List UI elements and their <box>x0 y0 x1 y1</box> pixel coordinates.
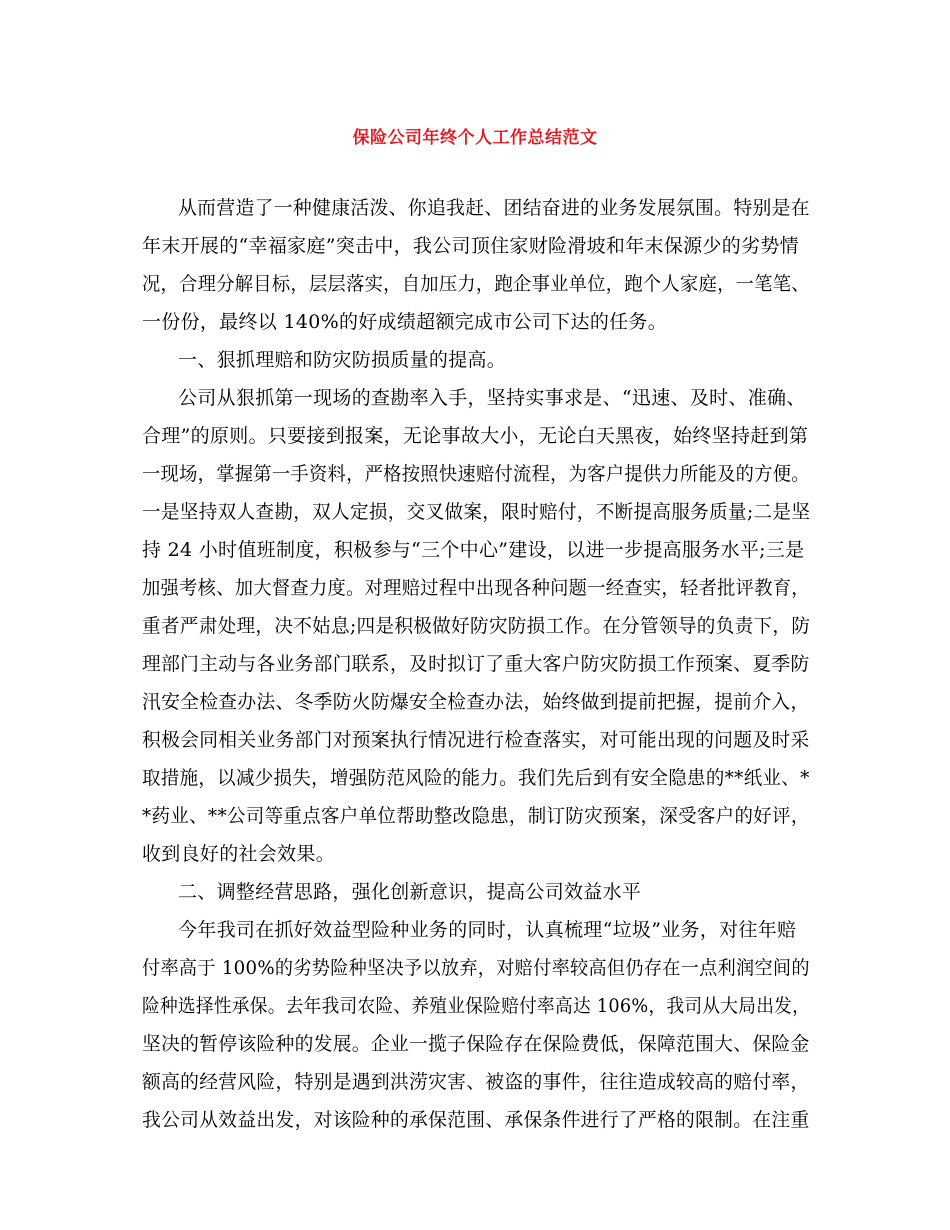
body-line: 取措施，以减少损失，增强防范风险的能力。我们先后到有安全隐患的**纸业、* <box>142 767 810 789</box>
body-line: 况，合理分解目标，层层落实，自加压力，跑企事业单位，跑个人家庭，一笔笔、 <box>142 273 810 295</box>
body-line: 坚决的暂停该险种的发展。企业一揽子保险存在保险费低，保障范围大、保险金 <box>142 1033 810 1055</box>
body-line: 我公司从效益出发，对该险种的承保范围、承保条件进行了严格的限制。在注重 <box>142 1109 810 1131</box>
section-heading: 一、狠抓理赔和防灾防损质量的提高。 <box>178 349 507 371</box>
body-line: 额高的经营风险，特别是遇到洪涝灾害、被盗的事件，往往造成较高的赔付率， <box>142 1071 810 1093</box>
body-line: 险种选择性承保。去年我司农险、养殖业保险赔付率高达 106%，我司从大局出发， <box>142 995 811 1017</box>
body-line: 付率高于 100%的劣势险种坚决予以放弃，对赔付率较高但仍存在一点利润空间的 <box>142 957 810 979</box>
body-line: 重者严肃处理，决不姑息;四是积极做好防灾防损工作。在分管领导的负责下，防 <box>142 615 811 637</box>
section-heading: 二、调整经营思路，强化创新意识，提高公司效益水平 <box>178 881 642 903</box>
body-line: 年末开展的“幸福家庭”突击中，我公司顶住家财险滑坡和年末保源少的劣势情 <box>142 235 799 257</box>
body-line: 从而营造了一种健康活泼、你追我赶、团结奋进的业务发展氛围。特别是在 <box>178 197 810 219</box>
body-line: 理部门主动与各业务部门联系，及时拟订了重大客户防灾防损工作预案、夏季防 <box>142 653 810 675</box>
body-line: 积极会同相关业务部门对预案执行情况进行检查落实，对可能出现的问题及时采 <box>142 729 810 751</box>
body-line: 汛安全检查办法、冬季防火防爆安全检查办法，始终做到提前把握，提前介入， <box>142 691 810 713</box>
body-line: 加强考核、加大督查力度。对理赔过程中出现各种问题一经查实，轻者批评教育， <box>142 577 810 599</box>
body-line: 一是坚持双人查勘，双人定损，交叉做案，限时赔付，不断提高服务质量;二是坚 <box>142 501 811 523</box>
body-line: 今年我司在抓好效益型险种业务的同时，认真梳理“垃圾”业务，对往年赔 <box>178 919 797 941</box>
body-line: 收到良好的社会效果。 <box>142 843 336 865</box>
document-title: 保险公司年终个人工作总结范文 <box>352 128 598 148</box>
body-line: 持 24 小时值班制度，积极参与“三个中心”建设，以进一步提高服务水平;三是 <box>142 539 805 561</box>
body-line: 一现场，掌握第一手资料，严格按照快速赔付流程，为客户提供力所能及的方便。 <box>142 463 810 485</box>
body-line: *药业、**公司等重点客户单位帮助整改隐患，制订防灾预案，深受客户的好评， <box>142 805 810 827</box>
body-line: 一份份，最终以 140%的好成绩超额完成市公司下达的任务。 <box>142 311 668 333</box>
body-line: 公司从狠抓第一现场的查勘率入手，坚持实事求是、“迅速、及时、准确、 <box>178 387 806 409</box>
body-line: 合理”的原则。只要接到报案，无论事故大小，无论白天黑夜，始终坚持赶到第 <box>142 425 809 447</box>
